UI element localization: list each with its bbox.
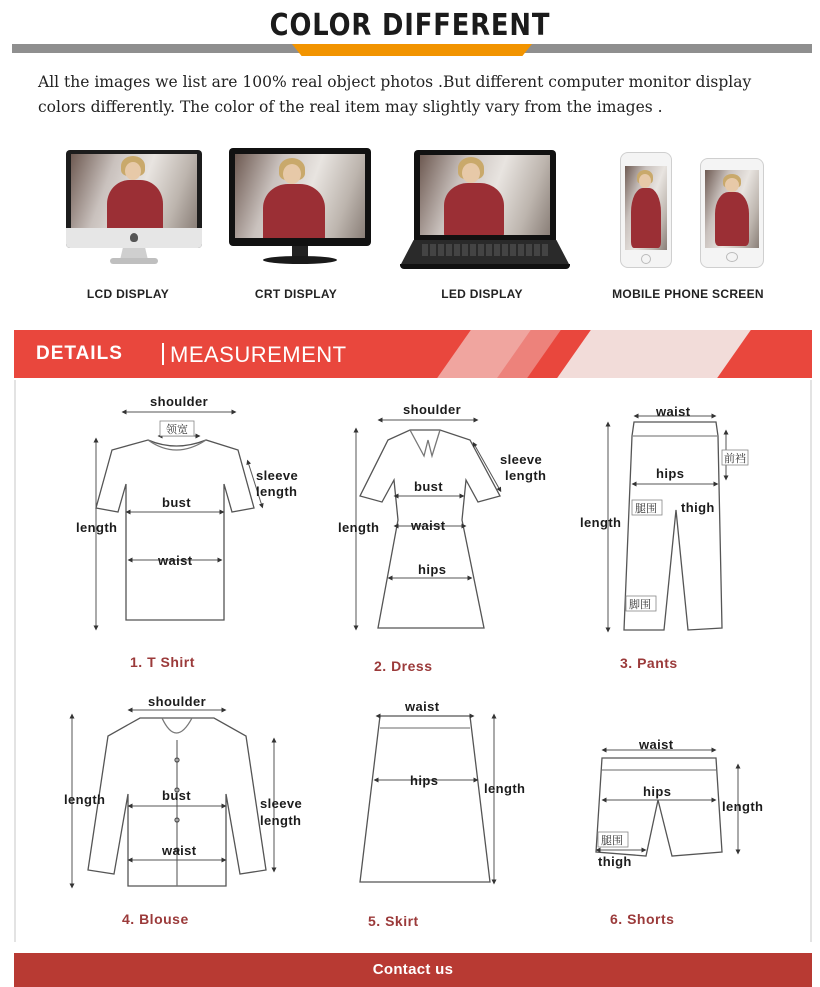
skirt-waist-label: waist [405, 699, 440, 714]
pants-hips-label: hips [656, 466, 685, 481]
measurement-title: MEASUREMENT [170, 342, 347, 367]
blouse-waist-label: waist [162, 843, 197, 858]
dress-caption: 2. Dress [374, 658, 433, 674]
tshirt-sleeve-label: sleeve [256, 468, 299, 483]
pants-thigh-cn-label: 腿围 [635, 502, 657, 515]
dress-sleeve-length-label: length [505, 468, 547, 483]
tshirt-collar-cn-label: 领宽 [166, 423, 188, 436]
color-different-title: COLOR DIFFERENT [269, 8, 551, 43]
led-display-label: LED DISPLAY [441, 287, 523, 301]
pants-caption: 3. Pants [620, 655, 678, 671]
skirt-hips-label: hips [410, 773, 439, 788]
skirt-caption: 5. Skirt [368, 913, 419, 929]
blouse-caption: 4. Blouse [122, 911, 189, 927]
blouse-length-label: length [64, 792, 106, 807]
tshirt-shoulder-label: shoulder [150, 394, 209, 409]
blouse-shoulder-label: shoulder [148, 694, 207, 709]
shorts-waist-label: waist [639, 737, 674, 752]
shorts-length-label: length [722, 799, 764, 814]
pants-waist-label: waist [656, 404, 691, 419]
tshirt-outline [96, 440, 254, 620]
dress-length-label: length [338, 520, 380, 535]
tshirt-waist-label: waist [158, 553, 193, 568]
tshirt-caption: 1. T Shirt [130, 654, 195, 670]
shorts-hips-label: hips [643, 784, 672, 799]
pants-thigh-label: thigh [681, 500, 715, 515]
dress-bust-label: bust [414, 479, 444, 494]
pants-length-label: length [580, 515, 622, 530]
tshirt-bust-label: bust [162, 495, 192, 510]
dress-shoulder-label: shoulder [403, 402, 462, 417]
blouse-sleeve-length-label: length [260, 813, 302, 828]
skirt-length-label: length [484, 781, 526, 796]
mobile-phone-screen-label: MOBILE PHONE SCREEN [612, 287, 764, 301]
dress-hips-label: hips [418, 562, 447, 577]
dress-waist-label: waist [411, 518, 446, 533]
tshirt-sleeve-length-label: length [256, 484, 298, 499]
pants-rise-cn-label: 前裆 [724, 452, 746, 465]
contact-us-button[interactable] [14, 953, 812, 987]
pants-hem-cn-label: 脚围 [629, 598, 651, 611]
skirt-outline [360, 716, 490, 882]
shorts-thigh-cn-label: 腿围 [601, 834, 623, 847]
lcd-display-label: LCD DISPLAY [86, 287, 170, 301]
contact-us-label: Contact us [372, 961, 454, 978]
dress-sleeve-label: sleeve [500, 452, 543, 467]
tshirt-length-label: length [76, 520, 118, 535]
shorts-thigh-label: thigh [598, 854, 632, 869]
crt-display-label: CRT DISPLAY [254, 287, 338, 301]
color-disclaimer-text: All the images we list are 100% real object photos .But different computer monitor display colors differently. The color of the real item may slightly vary from the images . [38, 73, 752, 116]
details-title: DETAILS [36, 343, 123, 364]
shorts-caption: 6. Shorts [610, 911, 675, 927]
blouse-bust-label: bust [162, 788, 192, 803]
blouse-sleeve-label: sleeve [260, 796, 303, 811]
